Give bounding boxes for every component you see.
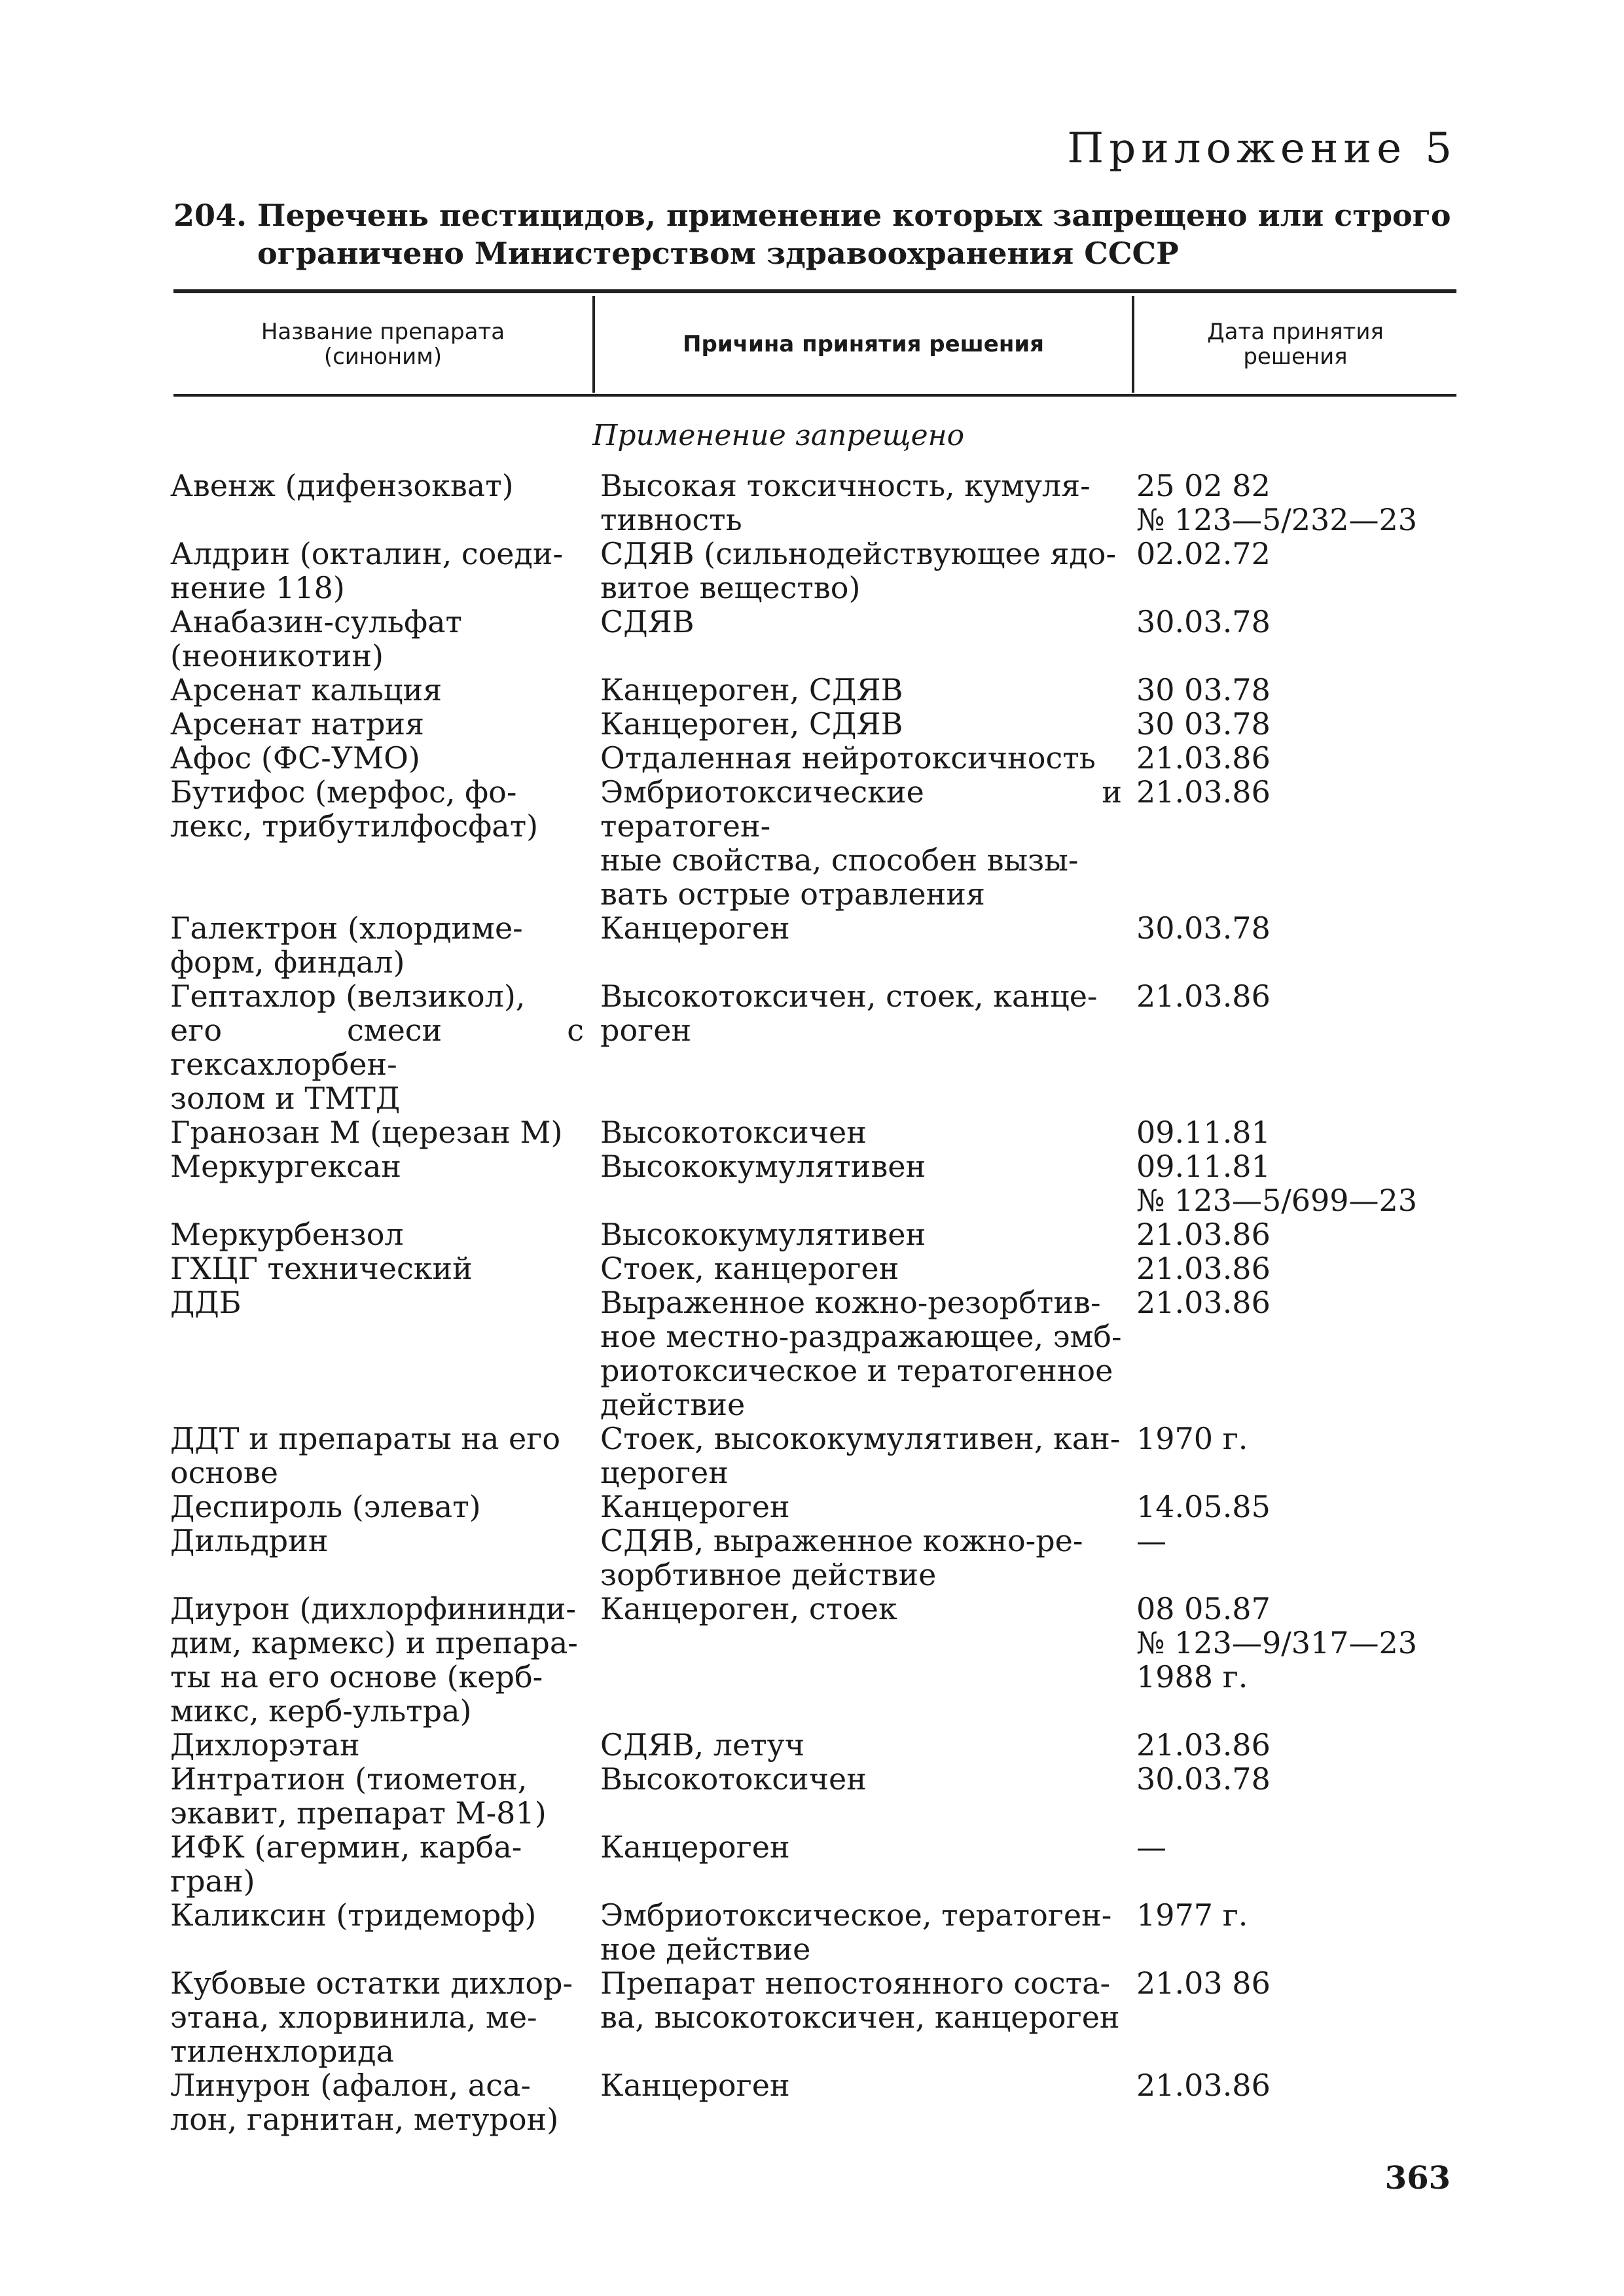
decision-reason: Канцероген, стоек <box>600 1591 897 1626</box>
decision-reason: Высокая токсичность, кумуля- тивность <box>600 468 1091 537</box>
pesticide-name: Линурон (афалон, аса- лон, гарнитан, метурон) <box>170 2068 559 2137</box>
decision-date: 30.03.78 <box>1136 910 1271 946</box>
decision-reason: Высокотоксичен, стоек, канце- роген <box>600 978 1098 1048</box>
pesticide-name: Авенж (дифензокват) <box>170 468 514 503</box>
header-name-column: Название препарата (синоним) <box>261 319 505 370</box>
pesticide-name: Дихлорэтан <box>170 1727 360 1763</box>
decision-date: 21.03 86 <box>1136 1965 1271 2001</box>
decision-date: 30.03.78 <box>1136 1761 1271 1797</box>
decision-date: 21.03.86 <box>1136 1251 1271 1286</box>
decision-reason: Высокотоксичен <box>600 1115 867 1150</box>
decision-date: — <box>1136 1829 1166 1865</box>
decision-reason: Высококумулятивен <box>600 1217 926 1252</box>
decision-date: 02.02.72 <box>1136 536 1271 571</box>
decision-reason: СДЯВ, летуч <box>600 1727 805 1763</box>
table-row <box>170 1762 1479 1830</box>
decision-reason: Эмбриотоксические и тератоген- ные свойства, способен вызы- вать острые отравления <box>600 774 1122 912</box>
decision-date: 21.03.86 <box>1136 1727 1271 1763</box>
decision-reason: Препарат непостоянного соста- ва, высокотоксичен, канцероген <box>600 1965 1120 2035</box>
decision-date: 30 03.78 <box>1136 672 1271 708</box>
table-heading <box>173 196 1456 272</box>
decision-date: 1970 г. <box>1136 1421 1248 1456</box>
pesticide-name: ИФК (агермин, карба- гран) <box>170 1829 522 1899</box>
pesticide-name: Кубовые остатки дихлор- этана, хлорвинила, ме- тиленхлорида <box>170 1965 573 2069</box>
decision-reason: Эмбриотоксическое, тератоген- ное действие <box>600 1897 1112 1967</box>
decision-reason: Стоек, высококумулятивен, кан- цероген <box>600 1421 1121 1490</box>
table-row <box>170 2068 1479 2136</box>
pesticide-name: Каликсин (тридеморф) <box>170 1897 537 1933</box>
table-header-rule <box>173 394 1456 397</box>
table-row <box>170 537 1479 605</box>
table-row <box>170 1422 1479 1490</box>
pesticide-name: Гранозан М (церезан М) <box>170 1115 563 1150</box>
decision-reason: Высококумулятивен <box>600 1149 926 1184</box>
pesticide-name: Бутифос (мерфос, фо- лекс, трибутилфосфат) <box>170 774 539 844</box>
table-row <box>170 1490 1479 1524</box>
header-date-column: Дата принятия решения <box>1207 319 1384 370</box>
header-reason-column: Причина принятия решения <box>683 331 1044 357</box>
decision-date: 21.03.86 <box>1136 2068 1271 2103</box>
table-row <box>170 1898 1479 1966</box>
table-row <box>170 911 1479 979</box>
pesticide-name: Интратион (тиометон, экавит, препарат М-81) <box>170 1761 547 1831</box>
table-row <box>170 1217 1479 1251</box>
decision-reason: Канцероген <box>600 1829 790 1865</box>
decision-reason: СДЯВ <box>600 604 695 639</box>
pesticide-name: ГХЦГ технический <box>170 1251 473 1286</box>
table-row <box>170 741 1479 775</box>
pesticide-name: Афос (ФС-УМО) <box>170 740 420 776</box>
decision-reason: Стоек, канцероген <box>600 1251 899 1286</box>
table-row <box>170 1728 1479 1762</box>
decision-date: — <box>1136 1523 1166 1558</box>
heading-number: 204. <box>173 198 247 233</box>
decision-reason: Канцероген, СДЯВ <box>600 706 903 742</box>
decision-date: 21.03.86 <box>1136 774 1271 810</box>
heading-line-2: ограничено Министерством здравоохранения СССР <box>257 236 1179 271</box>
table-row <box>170 1830 1479 1898</box>
pesticide-name: Арсенат кальция <box>170 672 442 708</box>
decision-date: 21.03.86 <box>1136 978 1271 1014</box>
decision-date: 09.11.81 № 123—5/699—23 <box>1136 1149 1418 1218</box>
decision-reason: Выраженное кожно-резорбтив- ное местно-раздражающее, эмб- риотоксическое и тератогенное действие <box>600 1285 1122 1422</box>
table-row <box>170 605 1479 673</box>
table-row <box>170 1966 1479 2068</box>
decision-reason: Канцероген <box>600 910 790 946</box>
table-body <box>170 469 1479 2136</box>
decision-date: 08 05.87 № 123—9/317—23 1988 г. <box>1136 1591 1418 1695</box>
pesticide-name: Алдрин (окталин, соеди- нение 118) <box>170 536 564 605</box>
decision-date: 14.05.85 <box>1136 1489 1271 1524</box>
table-row <box>170 775 1479 911</box>
pesticide-name: Деспироль (элеват) <box>170 1489 481 1524</box>
decision-reason: Канцероген, СДЯВ <box>600 672 903 708</box>
decision-reason: СДЯВ (сильнодействующее ядо- витое вещество) <box>600 536 1116 605</box>
decision-reason: Высокотоксичен <box>600 1761 867 1797</box>
table-top-rule <box>173 289 1456 293</box>
decision-date: 30 03.78 <box>1136 706 1271 742</box>
section-title: Применение запрещено <box>592 419 965 452</box>
decision-date: 09.11.81 <box>1136 1115 1271 1150</box>
decision-reason: Отдаленная нейротоксичность <box>600 740 1096 776</box>
table-row <box>170 1524 1479 1592</box>
appendix-label: Приложение 5 <box>1067 124 1457 173</box>
decision-reason: СДЯВ, выраженное кожно-ре- зорбтивное действие <box>600 1523 1083 1592</box>
pesticide-name: Гептахлор (велзикол), его смеси с гексахлорбен- золом и ТМТД <box>170 978 584 1116</box>
table-row <box>170 1149 1479 1217</box>
table-row <box>170 1251 1479 1285</box>
decision-date: 21.03.86 <box>1136 1217 1271 1252</box>
pesticide-name: ДДТ и препараты на его основе <box>170 1421 561 1490</box>
pesticide-name: Меркурбензол <box>170 1217 404 1252</box>
decision-date: 25 02 82 № 123—5/232—23 <box>1136 468 1418 537</box>
table-row <box>170 469 1479 537</box>
pesticide-name: Меркургексан <box>170 1149 401 1184</box>
pesticide-name: Дильдрин <box>170 1523 329 1558</box>
table-row <box>170 673 1479 707</box>
table-row <box>170 1115 1479 1149</box>
pesticide-name: ДДБ <box>170 1285 242 1320</box>
table-row <box>170 979 1479 1115</box>
decision-date: 30.03.78 <box>1136 604 1271 639</box>
decision-date: 21.03.86 <box>1136 1285 1271 1320</box>
decision-reason: Канцероген <box>600 1489 790 1524</box>
table-row <box>170 1285 1479 1422</box>
heading-line-1: Перечень пестицидов, применение которых запрещено или строго <box>257 198 1451 233</box>
decision-reason: Канцероген <box>600 2068 790 2103</box>
pesticide-name: Диурон (дихлорфининди- дим, кармекс) и препара- ты на его основе (керб- микс, керб-ультра) <box>170 1591 578 1729</box>
decision-date: 21.03.86 <box>1136 740 1271 776</box>
page-number: 363 <box>1384 2160 1451 2197</box>
table-row <box>170 1592 1479 1728</box>
table-row <box>170 707 1479 741</box>
pesticide-name: Анабазин-сульфат (неоникотин) <box>170 604 462 673</box>
pesticide-name: Галектрон (хлордиме- форм, финдал) <box>170 910 523 980</box>
decision-date: 1977 г. <box>1136 1897 1248 1933</box>
pesticide-name: Арсенат натрия <box>170 706 425 742</box>
